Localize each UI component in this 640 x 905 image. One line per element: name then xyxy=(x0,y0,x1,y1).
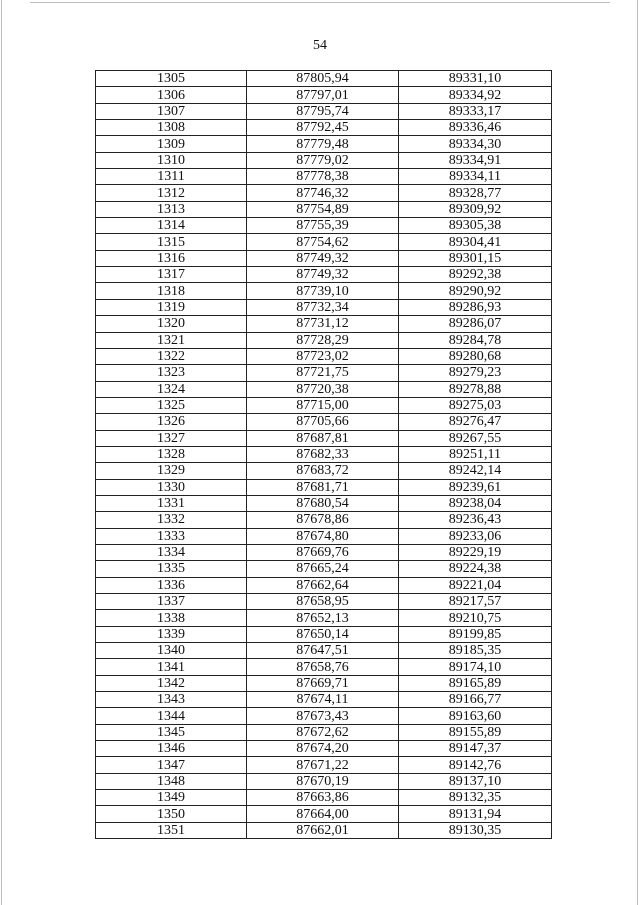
y-coordinate-cell: 89224,38 xyxy=(399,561,552,577)
table-row xyxy=(96,610,552,626)
x-coordinate-cell: 87665,24 xyxy=(247,561,399,577)
table-row xyxy=(96,822,552,838)
y-coordinate-cell: 89236,43 xyxy=(399,512,552,528)
y-coordinate-cell: 89334,30 xyxy=(399,136,552,152)
point-number-cell: 1340 xyxy=(96,643,247,659)
table-row xyxy=(96,626,552,642)
point-number-cell: 1321 xyxy=(96,332,247,348)
point-number-cell: 1345 xyxy=(96,724,247,740)
y-coordinate-cell: 89174,10 xyxy=(399,659,552,675)
point-number-cell: 1328 xyxy=(96,446,247,462)
x-coordinate-cell: 87795,74 xyxy=(247,103,399,119)
point-number-cell: 1349 xyxy=(96,790,247,806)
table-row xyxy=(96,692,552,708)
x-coordinate-cell: 87749,32 xyxy=(247,267,399,283)
point-number-cell: 1343 xyxy=(96,692,247,708)
y-coordinate-cell: 89309,92 xyxy=(399,201,552,217)
table-row xyxy=(96,169,552,185)
y-coordinate-cell: 89163,60 xyxy=(399,708,552,724)
table-row xyxy=(96,103,552,119)
y-coordinate-cell: 89304,41 xyxy=(399,234,552,250)
y-coordinate-cell: 89142,76 xyxy=(399,757,552,773)
y-coordinate-cell: 89331,10 xyxy=(399,71,552,87)
point-number-cell: 1317 xyxy=(96,267,247,283)
y-coordinate-cell: 89199,85 xyxy=(399,626,552,642)
y-coordinate-cell: 89238,04 xyxy=(399,495,552,511)
table-row xyxy=(96,773,552,789)
point-number-cell: 1338 xyxy=(96,610,247,626)
point-number-cell: 1313 xyxy=(96,201,247,217)
table-row xyxy=(96,152,552,168)
x-coordinate-cell: 87674,11 xyxy=(247,692,399,708)
table-row xyxy=(96,185,552,201)
table-row xyxy=(96,512,552,528)
y-coordinate-cell: 89292,38 xyxy=(399,267,552,283)
x-coordinate-cell: 87671,22 xyxy=(247,757,399,773)
scan-right-edge xyxy=(637,0,638,905)
y-coordinate-cell: 89305,38 xyxy=(399,218,552,234)
y-coordinate-cell: 89210,75 xyxy=(399,610,552,626)
page-number: 54 xyxy=(313,38,327,53)
x-coordinate-cell: 87739,10 xyxy=(247,283,399,299)
x-coordinate-cell: 87680,54 xyxy=(247,495,399,511)
y-coordinate-cell: 89301,15 xyxy=(399,250,552,266)
table-row xyxy=(96,430,552,446)
table-row xyxy=(96,577,552,593)
y-coordinate-cell: 89137,10 xyxy=(399,773,552,789)
table-row xyxy=(96,594,552,610)
table-row xyxy=(96,120,552,136)
point-number-cell: 1333 xyxy=(96,528,247,544)
x-coordinate-cell: 87720,38 xyxy=(247,381,399,397)
x-coordinate-cell: 87663,86 xyxy=(247,790,399,806)
x-coordinate-cell: 87687,81 xyxy=(247,430,399,446)
point-number-cell: 1346 xyxy=(96,741,247,757)
x-coordinate-cell: 87670,19 xyxy=(247,773,399,789)
y-coordinate-cell: 89278,88 xyxy=(399,381,552,397)
x-coordinate-cell: 87658,95 xyxy=(247,594,399,610)
x-coordinate-cell: 87682,33 xyxy=(247,446,399,462)
x-coordinate-cell: 87797,01 xyxy=(247,87,399,103)
table-row xyxy=(96,528,552,544)
point-number-cell: 1336 xyxy=(96,577,247,593)
x-coordinate-cell: 87650,14 xyxy=(247,626,399,642)
y-coordinate-cell: 89286,07 xyxy=(399,316,552,332)
x-coordinate-cell: 87705,66 xyxy=(247,414,399,430)
y-coordinate-cell: 89267,55 xyxy=(399,430,552,446)
x-coordinate-cell: 87805,94 xyxy=(247,71,399,87)
table-row xyxy=(96,659,552,675)
point-number-cell: 1315 xyxy=(96,234,247,250)
coordinates-table-body xyxy=(96,71,552,839)
table-row xyxy=(96,299,552,315)
table-row xyxy=(96,495,552,511)
x-coordinate-cell: 87732,34 xyxy=(247,299,399,315)
point-number-cell: 1307 xyxy=(96,103,247,119)
table-row xyxy=(96,741,552,757)
x-coordinate-cell: 87662,64 xyxy=(247,577,399,593)
y-coordinate-cell: 89328,77 xyxy=(399,185,552,201)
point-number-cell: 1344 xyxy=(96,708,247,724)
table-row xyxy=(96,234,552,250)
point-number-cell: 1326 xyxy=(96,414,247,430)
x-coordinate-cell: 87746,32 xyxy=(247,185,399,201)
point-number-cell: 1332 xyxy=(96,512,247,528)
table-row xyxy=(96,87,552,103)
point-number-cell: 1323 xyxy=(96,365,247,381)
y-coordinate-cell: 89185,35 xyxy=(399,643,552,659)
x-coordinate-cell: 87683,72 xyxy=(247,463,399,479)
x-coordinate-cell: 87674,20 xyxy=(247,741,399,757)
y-coordinate-cell: 89242,14 xyxy=(399,463,552,479)
table-row xyxy=(96,71,552,87)
point-number-cell: 1319 xyxy=(96,299,247,315)
y-coordinate-cell: 89276,47 xyxy=(399,414,552,430)
point-number-cell: 1342 xyxy=(96,675,247,691)
y-coordinate-cell: 89333,17 xyxy=(399,103,552,119)
x-coordinate-cell: 87721,75 xyxy=(247,365,399,381)
point-number-cell: 1309 xyxy=(96,136,247,152)
table-row xyxy=(96,561,552,577)
table-row xyxy=(96,414,552,430)
point-number-cell: 1337 xyxy=(96,594,247,610)
y-coordinate-cell: 89147,37 xyxy=(399,741,552,757)
y-coordinate-cell: 89334,11 xyxy=(399,169,552,185)
x-coordinate-cell: 87731,12 xyxy=(247,316,399,332)
point-number-cell: 1347 xyxy=(96,757,247,773)
y-coordinate-cell: 89280,68 xyxy=(399,348,552,364)
point-number-cell: 1351 xyxy=(96,822,247,838)
table-row xyxy=(96,267,552,283)
table-row xyxy=(96,136,552,152)
x-coordinate-cell: 87669,71 xyxy=(247,675,399,691)
table-row xyxy=(96,365,552,381)
point-number-cell: 1322 xyxy=(96,348,247,364)
point-number-cell: 1329 xyxy=(96,463,247,479)
y-coordinate-cell: 89233,06 xyxy=(399,528,552,544)
x-coordinate-cell: 87662,01 xyxy=(247,822,399,838)
point-number-cell: 1341 xyxy=(96,659,247,675)
table-row xyxy=(96,479,552,495)
y-coordinate-cell: 89132,35 xyxy=(399,790,552,806)
point-number-cell: 1314 xyxy=(96,218,247,234)
point-number-cell: 1325 xyxy=(96,397,247,413)
x-coordinate-cell: 87674,80 xyxy=(247,528,399,544)
point-number-cell: 1324 xyxy=(96,381,247,397)
point-number-cell: 1306 xyxy=(96,87,247,103)
x-coordinate-cell: 87647,51 xyxy=(247,643,399,659)
x-coordinate-cell: 87658,76 xyxy=(247,659,399,675)
y-coordinate-cell: 89290,92 xyxy=(399,283,552,299)
table-row xyxy=(96,643,552,659)
point-number-cell: 1311 xyxy=(96,169,247,185)
x-coordinate-cell: 87755,39 xyxy=(247,218,399,234)
scan-left-edge xyxy=(1,0,2,905)
table-row xyxy=(96,446,552,462)
table-row xyxy=(96,381,552,397)
point-number-cell: 1331 xyxy=(96,495,247,511)
table-row xyxy=(96,283,552,299)
scan-top-edge xyxy=(30,2,610,3)
y-coordinate-cell: 89166,77 xyxy=(399,692,552,708)
table-row xyxy=(96,463,552,479)
coordinates-table xyxy=(95,70,552,839)
y-coordinate-cell: 89221,04 xyxy=(399,577,552,593)
table-row xyxy=(96,316,552,332)
y-coordinate-cell: 89217,57 xyxy=(399,594,552,610)
table-row xyxy=(96,806,552,822)
point-number-cell: 1305 xyxy=(96,71,247,87)
x-coordinate-cell: 87652,13 xyxy=(247,610,399,626)
x-coordinate-cell: 87664,00 xyxy=(247,806,399,822)
y-coordinate-cell: 89131,94 xyxy=(399,806,552,822)
y-coordinate-cell: 89229,19 xyxy=(399,544,552,560)
point-number-cell: 1330 xyxy=(96,479,247,495)
table-row xyxy=(96,250,552,266)
table-row xyxy=(96,397,552,413)
point-number-cell: 1327 xyxy=(96,430,247,446)
table-row xyxy=(96,544,552,560)
y-coordinate-cell: 89336,46 xyxy=(399,120,552,136)
point-number-cell: 1339 xyxy=(96,626,247,642)
x-coordinate-cell: 87723,02 xyxy=(247,348,399,364)
y-coordinate-cell: 89334,91 xyxy=(399,152,552,168)
point-number-cell: 1335 xyxy=(96,561,247,577)
point-number-cell: 1320 xyxy=(96,316,247,332)
point-number-cell: 1334 xyxy=(96,544,247,560)
point-number-cell: 1308 xyxy=(96,120,247,136)
y-coordinate-cell: 89284,78 xyxy=(399,332,552,348)
x-coordinate-cell: 87728,29 xyxy=(247,332,399,348)
table-row xyxy=(96,675,552,691)
x-coordinate-cell: 87749,32 xyxy=(247,250,399,266)
y-coordinate-cell: 89239,61 xyxy=(399,479,552,495)
table-row xyxy=(96,790,552,806)
x-coordinate-cell: 87715,00 xyxy=(247,397,399,413)
x-coordinate-cell: 87779,48 xyxy=(247,136,399,152)
x-coordinate-cell: 87779,02 xyxy=(247,152,399,168)
x-coordinate-cell: 87754,62 xyxy=(247,234,399,250)
y-coordinate-cell: 89165,89 xyxy=(399,675,552,691)
y-coordinate-cell: 89275,03 xyxy=(399,397,552,413)
x-coordinate-cell: 87669,76 xyxy=(247,544,399,560)
point-number-cell: 1318 xyxy=(96,283,247,299)
x-coordinate-cell: 87681,71 xyxy=(247,479,399,495)
x-coordinate-cell: 87673,43 xyxy=(247,708,399,724)
point-number-cell: 1312 xyxy=(96,185,247,201)
x-coordinate-cell: 87672,62 xyxy=(247,724,399,740)
x-coordinate-cell: 87754,89 xyxy=(247,201,399,217)
y-coordinate-cell: 89279,23 xyxy=(399,365,552,381)
x-coordinate-cell: 87792,45 xyxy=(247,120,399,136)
y-coordinate-cell: 89286,93 xyxy=(399,299,552,315)
point-number-cell: 1348 xyxy=(96,773,247,789)
table-row xyxy=(96,708,552,724)
y-coordinate-cell: 89334,92 xyxy=(399,87,552,103)
table-row xyxy=(96,724,552,740)
point-number-cell: 1310 xyxy=(96,152,247,168)
y-coordinate-cell: 89130,35 xyxy=(399,822,552,838)
table-row xyxy=(96,348,552,364)
point-number-cell: 1350 xyxy=(96,806,247,822)
point-number-cell: 1316 xyxy=(96,250,247,266)
table-row xyxy=(96,218,552,234)
table-row xyxy=(96,757,552,773)
x-coordinate-cell: 87778,38 xyxy=(247,169,399,185)
x-coordinate-cell: 87678,86 xyxy=(247,512,399,528)
y-coordinate-cell: 89155,89 xyxy=(399,724,552,740)
table-row xyxy=(96,332,552,348)
y-coordinate-cell: 89251,11 xyxy=(399,446,552,462)
table-row xyxy=(96,201,552,217)
